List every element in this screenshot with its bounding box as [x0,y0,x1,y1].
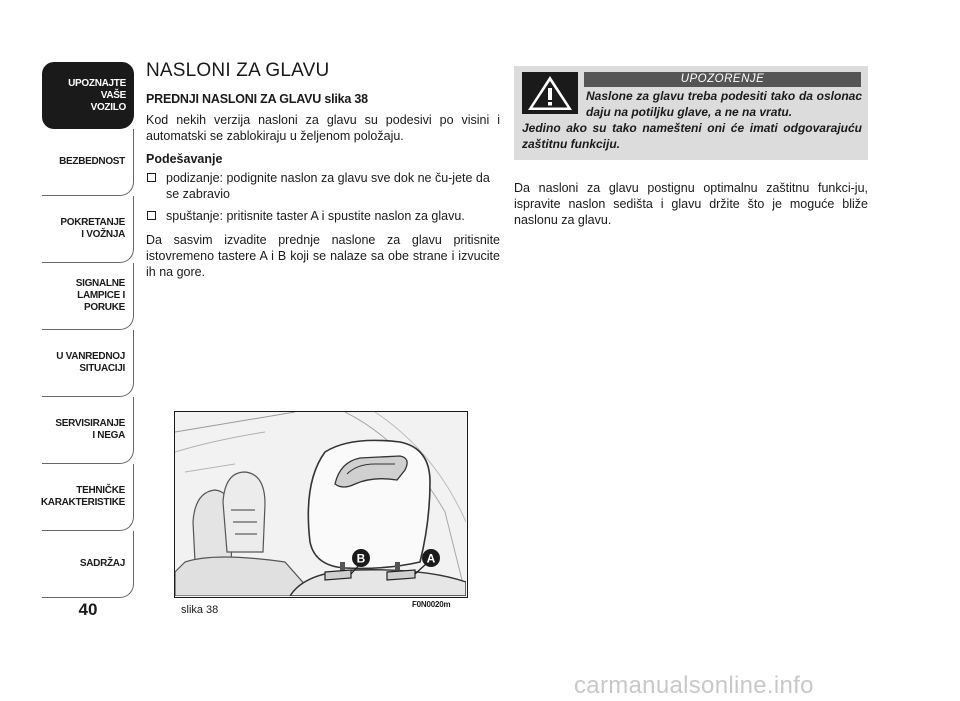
figure-caption: slika 38 [181,604,219,616]
intro-paragraph: Kod nekih verzija nasloni za glavu su podesivi po visini i automatski se zablokiraju u željenom položaju. [146,113,500,143]
warning-text [522,88,862,152]
label-b: B [356,551,366,566]
list-item [146,208,500,224]
tab-signalne-lampice[interactable]: SIGNALNE LAMPICE I PORUKE [42,263,134,330]
warning-box [514,66,868,160]
list-item [146,170,500,202]
right-column [514,180,868,236]
figure-code: F0N0020m [412,600,451,609]
adjust-heading: Podešavanje [146,152,223,166]
tab-sadrzaj[interactable]: SADRŽAJ [42,531,134,598]
headrest-illustration [175,412,466,596]
headrest-figure [174,411,468,598]
tab-pokretanje-i-voznja[interactable]: POKRETANJE I VOŽNJA [42,196,134,263]
tab-upoznajte-vase-vozilo[interactable]: UPOZNAJTE VAŠE VOZILO [42,62,134,129]
tab-servisiranje-i-nega[interactable]: SERVISIRANJE I NEGA [42,397,134,464]
warning-line-1: Naslone za glavu treba podesiti tako da oslonac daju na potiljku glave, a ne na vratu. [586,89,862,119]
left-column [146,60,500,288]
warning-line-2: Jedino ako su tako namešteni oni će imati odgovarajuću zaštitnu funkciju. [522,121,862,151]
tab-tehnicke-karakteristike[interactable]: TEHNIČKE KARAKTERISTIKE [42,464,134,531]
right-paragraph: Da nasloni za glavu postignu optimalnu zaštitnu funkci-ju, ispravite naslon sedišta i glavu držite što je moguće bliže naslonu za glavu. [514,181,868,227]
section-title: NASLONI ZA GLAVU [146,60,330,81]
checkbox-bullet-icon [147,211,156,220]
warning-header: UPOZORENJE [584,72,861,87]
list-item-text: spuštanje: pritisnite taster A i spustite naslon za glavu. [166,209,465,223]
tab-u-vanrednoj-situaciji[interactable]: U VANREDNOJ SITUACIJI [42,330,134,397]
chapter-tabs [42,62,134,598]
removal-paragraph: Da sasvim izvadite prednje naslone za glavu pritisnite istovremeno tastere A i B koji se nalaze sa obe strane i izvucite ih na gore. [146,233,500,279]
adjust-list [146,170,500,224]
checkbox-bullet-icon [147,173,156,182]
page-number: 40 [78,600,98,619]
list-item-text: podizanje: podignite naslon za glavu sve dok ne ču-jete da se zabravio [166,171,490,201]
section-subtitle: PREDNJI NASLONI ZA GLAVU slika 38 [146,92,368,106]
label-a: A [426,551,436,566]
tab-bezbednost[interactable]: BEZBEDNOST [42,129,134,196]
watermark: carmanualsonline.info [574,672,814,699]
